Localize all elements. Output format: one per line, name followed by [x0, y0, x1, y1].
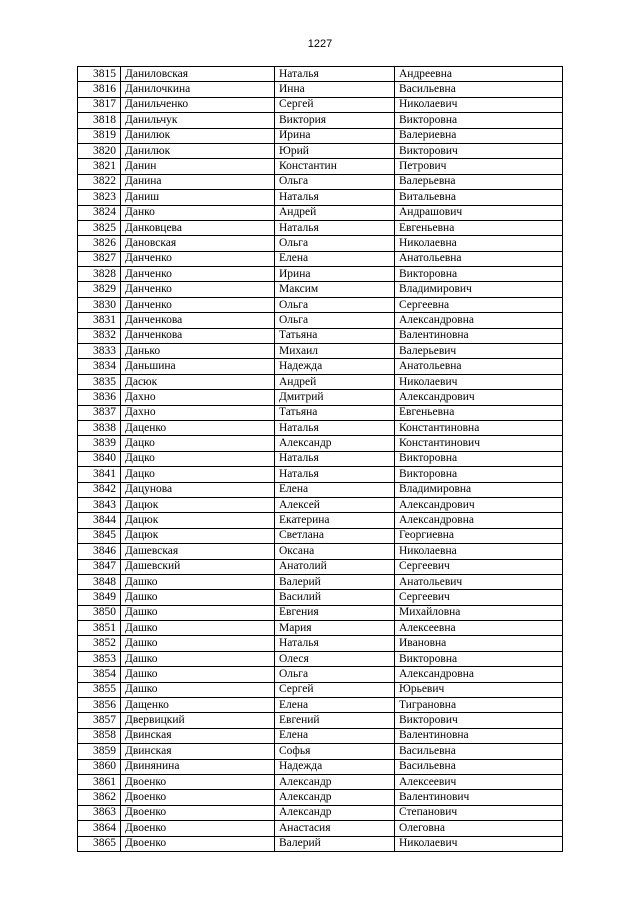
surname-cell: Данченко — [121, 297, 275, 312]
surname-cell: Данченкова — [121, 313, 275, 328]
table-row — [78, 67, 563, 82]
patronymic-cell: Тиграновна — [395, 698, 563, 713]
first-name-cell: Татьяна — [275, 328, 395, 343]
first-name-cell: Михаил — [275, 344, 395, 359]
surname-cell: Дашко — [121, 682, 275, 697]
patronymic-cell: Александрович — [395, 390, 563, 405]
patronymic-cell: Васильевна — [395, 759, 563, 774]
patronymic-cell: Сергеевич — [395, 590, 563, 605]
row-number-cell: 3852 — [78, 636, 121, 651]
patronymic-cell: Александровна — [395, 513, 563, 528]
row-number-cell: 3815 — [78, 67, 121, 82]
surname-cell: Даниш — [121, 190, 275, 205]
surname-cell: Данина — [121, 174, 275, 189]
row-number-cell: 3844 — [78, 513, 121, 528]
patronymic-cell: Евгеньевна — [395, 220, 563, 235]
page-number: 1227 — [307, 38, 333, 50]
patronymic-cell: Викторовна — [395, 267, 563, 282]
patronymic-cell: Георгиевна — [395, 528, 563, 543]
surname-cell: Двинская — [121, 728, 275, 743]
first-name-cell: Софья — [275, 744, 395, 759]
table-row — [78, 344, 563, 359]
table-row — [78, 467, 563, 482]
patronymic-cell: Андрашович — [395, 205, 563, 220]
row-number-cell: 3857 — [78, 713, 121, 728]
table-row — [78, 220, 563, 235]
table-row — [78, 82, 563, 97]
patronymic-cell: Константинович — [395, 436, 563, 451]
patronymic-cell: Васильевна — [395, 82, 563, 97]
table-row — [78, 190, 563, 205]
row-number-cell: 3843 — [78, 497, 121, 512]
surname-cell: Данченко — [121, 282, 275, 297]
patronymic-cell: Анатольевна — [395, 359, 563, 374]
table-row — [78, 405, 563, 420]
table-row — [78, 651, 563, 666]
first-name-cell: Алексей — [275, 497, 395, 512]
first-name-cell: Елена — [275, 698, 395, 713]
table-row — [78, 713, 563, 728]
table-row — [78, 759, 563, 774]
first-name-cell: Наталья — [275, 636, 395, 651]
surname-cell: Дашко — [121, 667, 275, 682]
patronymic-cell: Николаевна — [395, 544, 563, 559]
row-number-cell: 3864 — [78, 821, 121, 836]
surname-cell: Дацко — [121, 451, 275, 466]
first-name-cell: Ольга — [275, 297, 395, 312]
table-row — [78, 97, 563, 112]
row-number-cell: 3854 — [78, 667, 121, 682]
first-name-cell: Ольга — [275, 667, 395, 682]
row-number-cell: 3845 — [78, 528, 121, 543]
surname-cell: Дашко — [121, 605, 275, 620]
table-row — [78, 267, 563, 282]
table-row — [78, 667, 563, 682]
first-name-cell: Александр — [275, 805, 395, 820]
patronymic-cell: Александровна — [395, 313, 563, 328]
table-row — [78, 682, 563, 697]
patronymic-cell: Валериевна — [395, 128, 563, 143]
first-name-cell: Ольга — [275, 236, 395, 251]
surname-cell: Дашко — [121, 590, 275, 605]
row-number-cell: 3835 — [78, 374, 121, 389]
row-number-cell: 3842 — [78, 482, 121, 497]
surname-cell: Дашко — [121, 636, 275, 651]
first-name-cell: Мария — [275, 621, 395, 636]
patronymic-cell: Михайловна — [395, 605, 563, 620]
surname-cell: Дашко — [121, 574, 275, 589]
patronymic-cell: Ивановна — [395, 636, 563, 651]
first-name-cell: Ирина — [275, 267, 395, 282]
surname-cell: Двоенко — [121, 790, 275, 805]
row-number-cell: 3865 — [78, 836, 121, 851]
table-row — [78, 374, 563, 389]
first-name-cell: Наталья — [275, 220, 395, 235]
patronymic-cell: Валентиновна — [395, 328, 563, 343]
first-name-cell: Андрей — [275, 205, 395, 220]
first-name-cell: Ольга — [275, 174, 395, 189]
first-name-cell: Андрей — [275, 374, 395, 389]
patronymic-cell: Витальевна — [395, 190, 563, 205]
table-row — [78, 513, 563, 528]
table-row — [78, 821, 563, 836]
patronymic-cell: Валерьевна — [395, 174, 563, 189]
row-number-cell: 3834 — [78, 359, 121, 374]
patronymic-cell: Анатольевна — [395, 251, 563, 266]
row-number-cell: 3841 — [78, 467, 121, 482]
row-number-cell: 3824 — [78, 205, 121, 220]
patronymic-cell: Юрьевич — [395, 682, 563, 697]
surname-cell: Двервицкий — [121, 713, 275, 728]
row-number-cell: 3818 — [78, 113, 121, 128]
patronymic-cell: Викторовна — [395, 113, 563, 128]
surname-cell: Дахно — [121, 405, 275, 420]
surname-cell: Двоенко — [121, 805, 275, 820]
row-number-cell: 3859 — [78, 744, 121, 759]
table-row — [78, 744, 563, 759]
patronymic-cell: Александрович — [395, 497, 563, 512]
patronymic-cell: Анатольевич — [395, 574, 563, 589]
name-list-body — [78, 67, 563, 852]
first-name-cell: Инна — [275, 82, 395, 97]
first-name-cell: Надежда — [275, 759, 395, 774]
row-number-cell: 3823 — [78, 190, 121, 205]
table-row — [78, 328, 563, 343]
surname-cell: Даценко — [121, 420, 275, 435]
table-row — [78, 420, 563, 435]
surname-cell: Данилюк — [121, 143, 275, 158]
row-number-cell: 3863 — [78, 805, 121, 820]
table-row — [78, 359, 563, 374]
surname-cell: Дасюк — [121, 374, 275, 389]
patronymic-cell: Николаевич — [395, 97, 563, 112]
first-name-cell: Анатолий — [275, 559, 395, 574]
row-number-cell: 3838 — [78, 420, 121, 435]
table-row — [78, 497, 563, 512]
row-number-cell: 3821 — [78, 159, 121, 174]
first-name-cell: Светлана — [275, 528, 395, 543]
table-row — [78, 390, 563, 405]
patronymic-cell: Андреевна — [395, 67, 563, 82]
table-row — [78, 559, 563, 574]
table-row — [78, 774, 563, 789]
table-row — [78, 636, 563, 651]
patronymic-cell: Александровна — [395, 667, 563, 682]
patronymic-cell: Васильевна — [395, 744, 563, 759]
patronymic-cell: Сергеевич — [395, 559, 563, 574]
first-name-cell: Константин — [275, 159, 395, 174]
first-name-cell: Валерий — [275, 574, 395, 589]
surname-cell: Данько — [121, 344, 275, 359]
first-name-cell: Евгения — [275, 605, 395, 620]
first-name-cell: Александр — [275, 790, 395, 805]
table-row — [78, 698, 563, 713]
first-name-cell: Дмитрий — [275, 390, 395, 405]
first-name-cell: Евгений — [275, 713, 395, 728]
row-number-cell: 3861 — [78, 774, 121, 789]
row-number-cell: 3825 — [78, 220, 121, 235]
first-name-cell: Ирина — [275, 128, 395, 143]
row-number-cell: 3822 — [78, 174, 121, 189]
row-number-cell: 3830 — [78, 297, 121, 312]
patronymic-cell: Валентинович — [395, 790, 563, 805]
table-row — [78, 728, 563, 743]
row-number-cell: 3819 — [78, 128, 121, 143]
surname-cell: Данко — [121, 205, 275, 220]
first-name-cell: Елена — [275, 482, 395, 497]
surname-cell: Двоенко — [121, 821, 275, 836]
row-number-cell: 3860 — [78, 759, 121, 774]
patronymic-cell: Владимировна — [395, 482, 563, 497]
first-name-cell: Валерий — [275, 836, 395, 851]
first-name-cell: Олеся — [275, 651, 395, 666]
first-name-cell: Надежда — [275, 359, 395, 374]
row-number-cell: 3862 — [78, 790, 121, 805]
table-row — [78, 128, 563, 143]
first-name-cell: Наталья — [275, 190, 395, 205]
surname-cell: Данченко — [121, 267, 275, 282]
surname-cell: Дашевская — [121, 544, 275, 559]
table-row — [78, 205, 563, 220]
first-name-cell: Максим — [275, 282, 395, 297]
table-row — [78, 790, 563, 805]
table-row — [78, 544, 563, 559]
row-number-cell: 3853 — [78, 651, 121, 666]
surname-cell: Данильченко — [121, 97, 275, 112]
row-number-cell: 3817 — [78, 97, 121, 112]
surname-cell: Дахно — [121, 390, 275, 405]
row-number-cell: 3846 — [78, 544, 121, 559]
surname-cell: Данилюк — [121, 128, 275, 143]
row-number-cell: 3832 — [78, 328, 121, 343]
patronymic-cell: Сергеевна — [395, 297, 563, 312]
patronymic-cell: Николаевич — [395, 374, 563, 389]
table-row — [78, 436, 563, 451]
surname-cell: Дацюк — [121, 528, 275, 543]
table-row — [78, 805, 563, 820]
row-number-cell: 3827 — [78, 251, 121, 266]
table-row — [78, 236, 563, 251]
surname-cell: Дацко — [121, 467, 275, 482]
first-name-cell: Елена — [275, 251, 395, 266]
surname-cell: Дацунова — [121, 482, 275, 497]
surname-cell: Дашевский — [121, 559, 275, 574]
first-name-cell: Татьяна — [275, 405, 395, 420]
table-row — [78, 113, 563, 128]
first-name-cell: Ольга — [275, 313, 395, 328]
row-number-cell: 3858 — [78, 728, 121, 743]
surname-cell: Даньшина — [121, 359, 275, 374]
first-name-cell: Юрий — [275, 143, 395, 158]
row-number-cell: 3851 — [78, 621, 121, 636]
table-row — [78, 251, 563, 266]
surname-cell: Данченкова — [121, 328, 275, 343]
table-row — [78, 282, 563, 297]
first-name-cell: Александр — [275, 774, 395, 789]
patronymic-cell: Константиновна — [395, 420, 563, 435]
surname-cell: Двоенко — [121, 774, 275, 789]
table-row — [78, 159, 563, 174]
table-row — [78, 590, 563, 605]
table-row — [78, 528, 563, 543]
first-name-cell: Екатерина — [275, 513, 395, 528]
row-number-cell: 3828 — [78, 267, 121, 282]
patronymic-cell: Викторовна — [395, 451, 563, 466]
patronymic-cell: Петрович — [395, 159, 563, 174]
row-number-cell: 3849 — [78, 590, 121, 605]
surname-cell: Данченко — [121, 251, 275, 266]
patronymic-cell: Валентиновна — [395, 728, 563, 743]
first-name-cell: Сергей — [275, 97, 395, 112]
table-row — [78, 297, 563, 312]
row-number-cell: 3831 — [78, 313, 121, 328]
patronymic-cell: Евгеньевна — [395, 405, 563, 420]
surname-cell: Данильчук — [121, 113, 275, 128]
row-number-cell: 3839 — [78, 436, 121, 451]
patronymic-cell: Владимирович — [395, 282, 563, 297]
row-number-cell: 3820 — [78, 143, 121, 158]
row-number-cell: 3848 — [78, 574, 121, 589]
surname-cell: Дацюк — [121, 513, 275, 528]
patronymic-cell: Алексеевич — [395, 774, 563, 789]
row-number-cell: 3836 — [78, 390, 121, 405]
patronymic-cell: Валерьевич — [395, 344, 563, 359]
row-number-cell: 3847 — [78, 559, 121, 574]
first-name-cell: Оксана — [275, 544, 395, 559]
first-name-cell: Виктория — [275, 113, 395, 128]
row-number-cell: 3850 — [78, 605, 121, 620]
surname-cell: Даниловская — [121, 67, 275, 82]
row-number-cell: 3856 — [78, 698, 121, 713]
patronymic-cell: Степанович — [395, 805, 563, 820]
first-name-cell: Сергей — [275, 682, 395, 697]
row-number-cell: 3829 — [78, 282, 121, 297]
table-row — [78, 174, 563, 189]
patronymic-cell: Викторовна — [395, 467, 563, 482]
patronymic-cell: Викторович — [395, 143, 563, 158]
surname-cell: Данилочкина — [121, 82, 275, 97]
table-row — [78, 836, 563, 851]
table-row — [78, 574, 563, 589]
surname-cell: Дацко — [121, 436, 275, 451]
row-number-cell: 3837 — [78, 405, 121, 420]
table-row — [78, 313, 563, 328]
patronymic-cell: Викторовна — [395, 651, 563, 666]
surname-cell: Данин — [121, 159, 275, 174]
surname-cell: Дановская — [121, 236, 275, 251]
table-row — [78, 143, 563, 158]
patronymic-cell: Николаевна — [395, 236, 563, 251]
first-name-cell: Наталья — [275, 467, 395, 482]
row-number-cell: 3833 — [78, 344, 121, 359]
surname-cell: Двинская — [121, 744, 275, 759]
first-name-cell: Александр — [275, 436, 395, 451]
first-name-cell: Наталья — [275, 420, 395, 435]
surname-cell: Дацюк — [121, 497, 275, 512]
first-name-cell: Наталья — [275, 451, 395, 466]
first-name-cell: Елена — [275, 728, 395, 743]
table-row — [78, 451, 563, 466]
name-list-table — [77, 66, 563, 852]
surname-cell: Двинянина — [121, 759, 275, 774]
table-row — [78, 482, 563, 497]
surname-cell: Дащенко — [121, 698, 275, 713]
surname-cell: Дашко — [121, 651, 275, 666]
first-name-cell: Анастасия — [275, 821, 395, 836]
row-number-cell: 3826 — [78, 236, 121, 251]
surname-cell: Данковцева — [121, 220, 275, 235]
first-name-cell: Василий — [275, 590, 395, 605]
row-number-cell: 3816 — [78, 82, 121, 97]
table-row — [78, 621, 563, 636]
row-number-cell: 3855 — [78, 682, 121, 697]
row-number-cell: 3840 — [78, 451, 121, 466]
surname-cell: Дашко — [121, 621, 275, 636]
first-name-cell: Наталья — [275, 67, 395, 82]
patronymic-cell: Алексеевна — [395, 621, 563, 636]
patronymic-cell: Олеговна — [395, 821, 563, 836]
surname-cell: Двоенко — [121, 836, 275, 851]
table-row — [78, 605, 563, 620]
patronymic-cell: Николаевич — [395, 836, 563, 851]
patronymic-cell: Викторович — [395, 713, 563, 728]
